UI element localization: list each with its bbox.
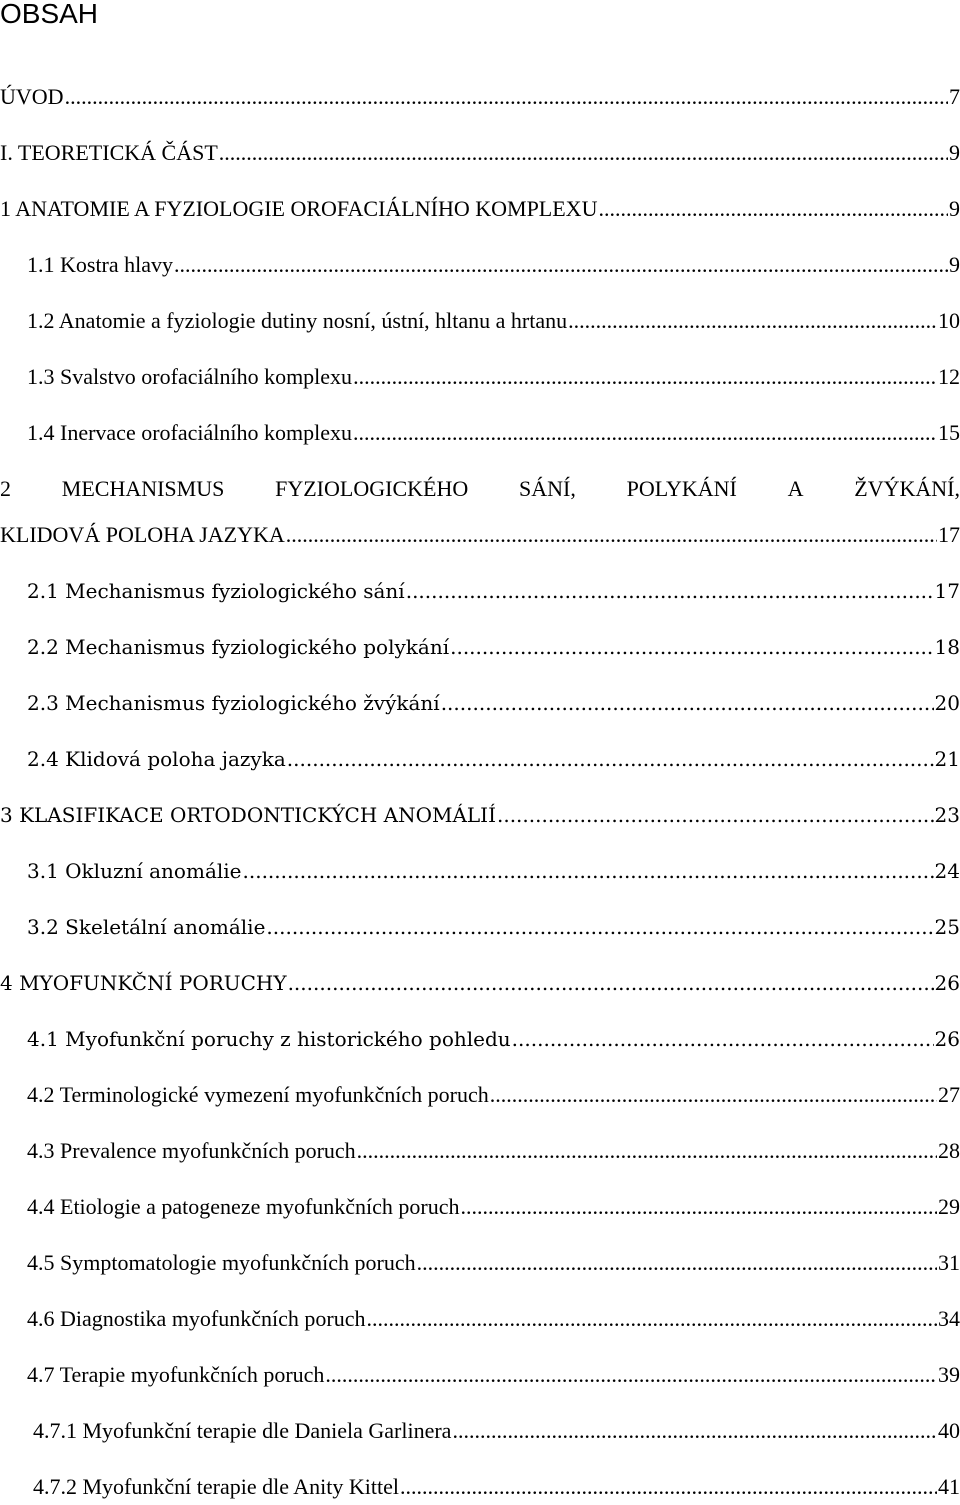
toc-entry-title: 1.2 Anatomie a fyziologie dutiny nosní, ústní, hltanu a hrtanu: [27, 308, 568, 333]
toc-entry-title: 2.2 Mechanismus fyziologického polykání: [27, 635, 450, 659]
toc-entry-page: 21: [934, 747, 960, 771]
toc-entry[interactable]: [27, 744, 960, 774]
toc-leader: [512, 1024, 934, 1054]
toc-entry-title: 2.1 Mechanismus fyziologického sání: [27, 579, 405, 603]
toc-entry-page: 10: [938, 308, 960, 333]
toc-entry[interactable]: [27, 576, 960, 606]
toc-leader: [417, 1248, 937, 1278]
toc-leader: [288, 968, 934, 998]
toc-entry-title: 2.3 Mechanismus fyziologického žvýkání: [27, 691, 440, 715]
toc-entry-page: 24: [934, 859, 960, 883]
toc-entry-page: 7: [949, 84, 960, 109]
toc-entry-title: 3 KLASIFIKACE ORTODONTICKÝCH ANOMÁLIÍ: [0, 803, 496, 827]
toc-entry-page: 23: [934, 803, 960, 827]
toc-leader: [568, 306, 937, 336]
toc-entry-title: KLIDOVÁ POLOHA JAZYKA: [0, 522, 285, 547]
toc-leader: [287, 744, 934, 774]
toc-entry[interactable]: [27, 912, 960, 942]
toc-entry-title: 4.3 Prevalence myofunkčních poruch: [27, 1138, 356, 1163]
toc-entry-title: 1.4 Inervace orofaciálního komplexu: [27, 420, 352, 445]
toc-leader: [65, 82, 948, 112]
toc-entry-title-word: SÁNÍ,: [518, 476, 576, 501]
toc-entry-title-word: 2: [0, 476, 11, 501]
toc-entry[interactable]: [0, 520, 960, 550]
toc-entry-page: 17: [938, 522, 960, 547]
toc-entry[interactable]: [27, 250, 960, 280]
toc-entry-title: 4.7 Terapie myofunkčních poruch: [27, 1362, 325, 1387]
toc-entry[interactable]: [0, 968, 960, 998]
toc-entry-title-word: FYZIOLOGICKÉHO: [275, 476, 469, 501]
toc-leader: [406, 576, 934, 606]
toc-entry-page: 41: [938, 1474, 960, 1499]
toc-leader: [219, 138, 948, 168]
toc-leader: [325, 1360, 937, 1390]
toc-entry-page: 26: [934, 971, 960, 995]
toc-entry[interactable]: [0, 800, 960, 830]
toc-leader: [450, 632, 933, 662]
toc-entry-title: ÚVOD: [0, 84, 64, 109]
toc-entry[interactable]: [27, 418, 960, 448]
toc-entry-title: I. TEORETICKÁ ČÁST: [0, 140, 218, 165]
toc-entry[interactable]: [27, 1192, 960, 1222]
toc-entry-page: 29: [938, 1194, 960, 1219]
toc-entry-title: 4.1 Myofunkční poruchy z historického pohledu: [27, 1027, 511, 1051]
toc-entry[interactable]: [27, 856, 960, 886]
page-title: OBSAH: [0, 0, 99, 29]
toc-leader: [400, 1472, 937, 1502]
toc-entry-title-word: A: [787, 476, 804, 501]
toc-entry-title: 4.7.1 Myofunkční terapie dle Daniela Garlinera: [33, 1418, 452, 1443]
toc-entry-multiline-first[interactable]: [0, 474, 960, 504]
toc-leader: [243, 856, 934, 886]
toc-leader: [452, 1416, 937, 1446]
toc-leader: [353, 362, 937, 392]
toc-entry-page: 9: [949, 196, 960, 221]
toc-entry[interactable]: [27, 1248, 960, 1278]
toc-entry-title: 1 ANATOMIE A FYZIOLOGIE OROFACIÁLNÍHO KOMPLEXU: [0, 196, 598, 221]
toc-leader: [266, 912, 933, 942]
toc-entry-title: 4.5 Symptomatologie myofunkčních poruch: [27, 1250, 416, 1275]
toc-entry-page: 40: [938, 1418, 960, 1443]
toc-entry[interactable]: [33, 1416, 960, 1446]
toc-entry-page: 12: [938, 364, 960, 389]
toc-entry[interactable]: [0, 138, 960, 168]
toc-entry[interactable]: [0, 82, 960, 112]
toc-entry-page: 28: [938, 1138, 960, 1163]
toc-entry-title-word: POLYKÁNÍ: [626, 476, 737, 501]
toc-leader: [497, 800, 934, 830]
toc-entry[interactable]: [33, 1472, 960, 1502]
toc-entry-title: 4 MYOFUNKČNÍ PORUCHY: [0, 971, 287, 995]
toc-entry-title: 2.4 Klidová poloha jazyka: [27, 747, 286, 771]
toc-leader: [490, 1080, 937, 1110]
toc-leader: [353, 418, 937, 448]
toc-entry-title-word: ŽVÝKÁNÍ,: [854, 476, 960, 501]
toc-entry-page: 25: [934, 915, 960, 939]
toc-entry[interactable]: [27, 1024, 960, 1054]
toc-leader: [367, 1304, 938, 1334]
toc-leader: [357, 1136, 937, 1166]
toc-entry-title-word: MECHANISMUS: [61, 476, 225, 501]
toc-entry[interactable]: [27, 632, 960, 662]
toc-entry-page: 27: [938, 1082, 960, 1107]
toc-entry[interactable]: [27, 306, 960, 336]
toc-leader: [286, 520, 937, 550]
toc-entry[interactable]: [27, 362, 960, 392]
toc-entry-title: 1.1 Kostra hlavy: [27, 252, 174, 277]
toc-entry-page: 9: [949, 140, 960, 165]
toc-entry-title: 4.7.2 Myofunkční terapie dle Anity Kittel: [33, 1474, 399, 1499]
toc-entry[interactable]: [27, 1304, 960, 1334]
toc-entry-title: 4.6 Diagnostika myofunkčních poruch: [27, 1306, 366, 1331]
toc-entry[interactable]: [0, 194, 960, 224]
toc-entry-title: 3.2 Skeletální anomálie: [27, 915, 266, 939]
toc-leader: [461, 1192, 937, 1222]
toc-entry-page: 15: [938, 420, 960, 445]
toc-entry[interactable]: [27, 1136, 960, 1166]
toc-entry-page: 17: [934, 579, 960, 603]
toc-entry-page: 20: [934, 691, 960, 715]
toc-entry-page: 34: [938, 1306, 960, 1331]
toc-entry[interactable]: [27, 1360, 960, 1390]
toc-entry-page: 18: [934, 635, 960, 659]
toc-entry-page: 9: [949, 252, 960, 277]
toc-entry-title: 1.3 Svalstvo orofaciálního komplexu: [27, 364, 353, 389]
toc-leader: [441, 688, 934, 718]
toc-entry-page: 31: [938, 1250, 960, 1275]
toc-entry[interactable]: [27, 688, 960, 718]
toc-entry-page: 39: [938, 1362, 960, 1387]
toc-leader: [174, 250, 948, 280]
toc-entry-title: 3.1 Okluzní anomálie: [27, 859, 242, 883]
toc-leader: [598, 194, 948, 224]
toc-entry-title: 4.2 Terminologické vymezení myofunkčních poruch: [27, 1082, 489, 1107]
toc-entry-title: 4.4 Etiologie a patogeneze myofunkčních poruch: [27, 1194, 460, 1219]
toc-entry[interactable]: [27, 1080, 960, 1110]
toc-entry-page: 26: [934, 1027, 960, 1051]
